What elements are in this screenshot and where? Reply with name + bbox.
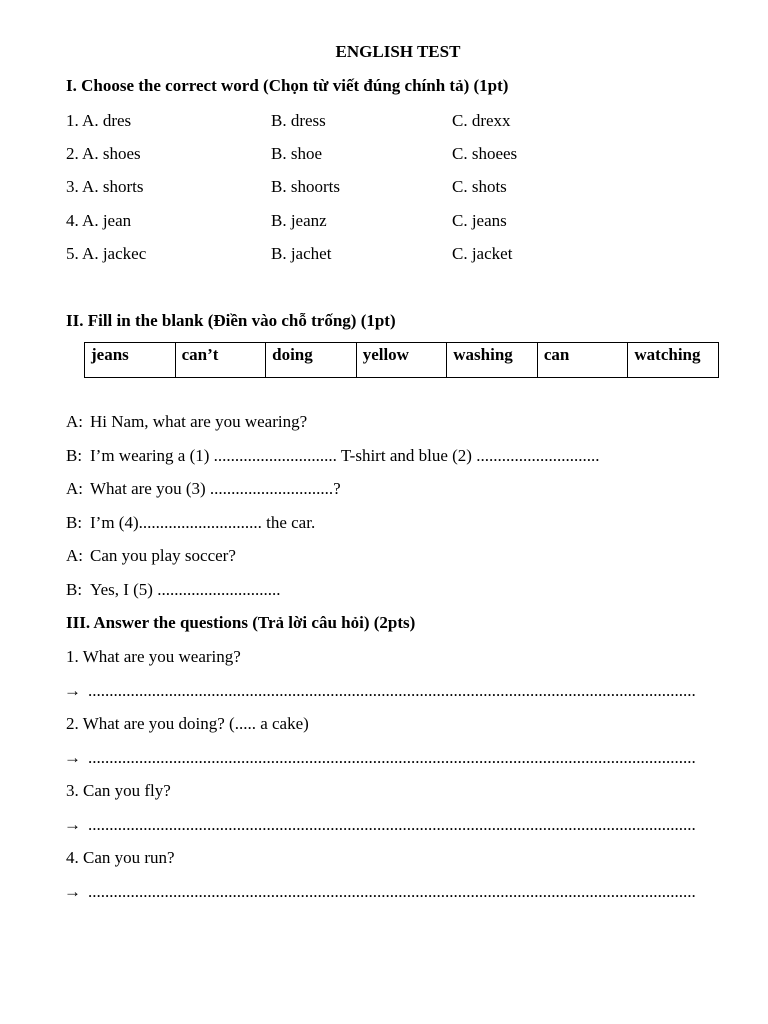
answer-line-3 <box>64 815 734 835</box>
answer-line-4 <box>64 882 734 902</box>
question-3: 3. Can you fly? <box>66 781 171 800</box>
question-2: 2. What are you doing? (..... a cake) <box>66 714 309 733</box>
option-a: 2. A. shoes <box>66 144 141 163</box>
option-c: C. jeans <box>452 211 507 230</box>
dialog-text: Hi Nam, what are you wearing? <box>90 412 308 431</box>
answer-line-1 <box>64 681 734 701</box>
word-bank-cell: doing <box>266 343 357 378</box>
answer-line-2 <box>64 748 734 768</box>
answer-dots: ............................................................................................................................................... <box>88 815 696 834</box>
dialog-line <box>66 580 280 600</box>
mc-question-4 <box>66 211 726 235</box>
dialog-text: What are you (3) .............................? <box>90 479 341 498</box>
arrow-icon: → <box>64 681 81 700</box>
option-b: B. dress <box>271 111 326 130</box>
answer-dots: ............................................................................................................................................... <box>88 681 696 700</box>
word-bank-row <box>85 343 719 378</box>
dialog-line <box>66 546 236 566</box>
option-a: 4. A. jean <box>66 211 132 230</box>
option-b: B. shoe <box>271 144 322 163</box>
mc-question-2 <box>66 144 726 168</box>
dialog-text: I’m wearing a (1) ............................. T-shirt and blue (2) ............................. <box>90 446 600 465</box>
arrow-icon: → <box>64 882 81 901</box>
option-c: C. jacket <box>452 244 513 263</box>
dialog-text: Can you play soccer? <box>90 546 236 565</box>
mc-question-1 <box>66 111 726 135</box>
section-2-heading: II. Fill in the blank (Điền vào chỗ trống) (1pt) <box>66 311 396 330</box>
speaker-label: A: <box>66 412 83 431</box>
section-3-heading: III. Answer the questions (Trả lời câu hỏi) (2pts) <box>66 613 416 632</box>
option-a: 1. A. dres <box>66 111 132 130</box>
question-4: 4. Can you run? <box>66 848 175 867</box>
mc-question-3 <box>66 177 726 201</box>
word-bank-cell: washing <box>447 343 538 378</box>
speaker-label: B: <box>66 580 83 599</box>
word-bank-cell: can’t <box>175 343 266 378</box>
section-1-heading: I. Choose the correct word (Chọn từ viết đúng chính tả) (1pt) <box>66 76 509 95</box>
option-c: C. shots <box>452 177 507 196</box>
option-b: B. jeanz <box>271 211 327 230</box>
word-bank-cell: yellow <box>356 343 447 378</box>
option-c: C. shoees <box>452 144 518 163</box>
speaker-label: A: <box>66 479 83 498</box>
dialog-line <box>66 479 341 499</box>
word-bank-cell: can <box>537 343 628 378</box>
option-c: C. drexx <box>452 111 511 130</box>
dialog-text: Yes, I (5) ............................. <box>90 580 281 599</box>
arrow-icon: → <box>64 815 81 834</box>
dialog-line <box>66 513 315 533</box>
option-a: 5. A. jackec <box>66 244 147 263</box>
option-b: B. jachet <box>271 244 332 263</box>
speaker-label: A: <box>66 546 83 565</box>
speaker-label: B: <box>66 446 83 465</box>
word-bank-table <box>84 342 719 378</box>
answer-dots: ............................................................................................................................................... <box>88 748 696 767</box>
mc-question-5 <box>66 244 726 268</box>
speaker-label: B: <box>66 513 83 532</box>
dialog-text: I’m (4)............................. the car. <box>90 513 316 532</box>
arrow-icon: → <box>64 748 81 767</box>
word-bank-cell: watching <box>628 343 719 378</box>
option-a: 3. A. shorts <box>66 177 144 196</box>
question-1: 1. What are you wearing? <box>66 647 241 666</box>
page-title: ENGLISH TEST <box>335 42 461 61</box>
dialog-line <box>66 412 307 432</box>
option-b: B. shoorts <box>271 177 340 196</box>
word-bank-cell: jeans <box>85 343 176 378</box>
answer-dots: ............................................................................................................................................... <box>88 882 696 901</box>
dialog-line <box>66 446 599 466</box>
